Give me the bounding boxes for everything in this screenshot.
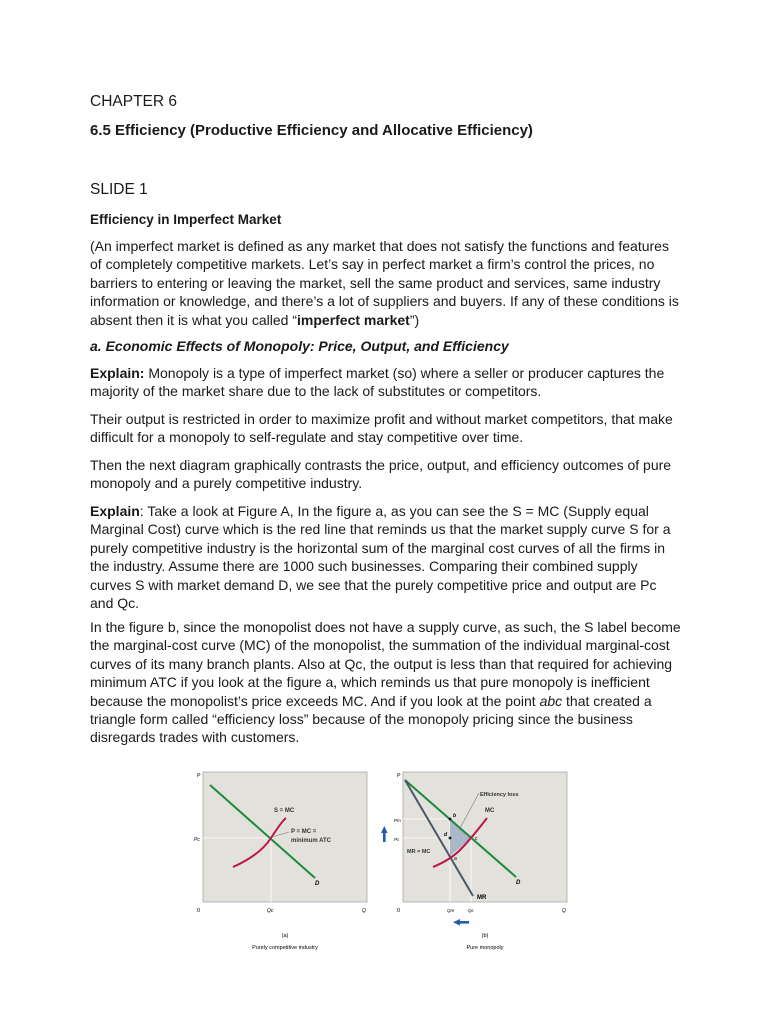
axis-label-q: Q	[362, 908, 366, 914]
label-point-c: c	[475, 836, 478, 842]
label-mr-mc: MR = MC	[407, 849, 431, 855]
label-mc: MC	[485, 808, 495, 814]
label-d: D	[315, 881, 320, 887]
intro-paragraph	[90, 237, 682, 329]
paragraph-text: In the figure b, since the monopolist does not have a supply curve, as such, the S label become the marginal-cost curve (MC) of the monopolist, the summation of the individual marginal-cost curves of its many branch plants. Also at Qc, the output is less than that required for achieving minimum ATC if you look at the figure a, which reminds us that pure monopoly is inefficient because the monopolist’s price exceeds MC. And if you look at the point	[90, 619, 681, 709]
paragraph-3: Then the next diagram graphically contrasts the price, output, and efficiency outcomes of pure monopoly and a purely competitive industry.	[90, 457, 672, 492]
label-origin: 0	[197, 908, 201, 914]
label-point-a: a	[454, 856, 457, 862]
intro-end: ”)	[409, 311, 420, 328]
panel-a-background	[203, 772, 367, 902]
monopoly-efficiency-figure	[185, 760, 585, 960]
panel-b	[381, 772, 567, 951]
paragraph-text: : Take a look at Figure A, In the figure a, as you can see the S = MC (Supply equal Marginal Cost) curve which is the red line that reminds us that the market supply curve S for a purely competitive industry is the horizontal sum of the marginal cost curves of all the firms in the industry. Assume there are 1000 such businesses. Comparing their combined supply curves S with market demand D, we see that the purely competitive price and output are Pc and Qc.	[90, 503, 671, 612]
label-efficiency-loss: Efficiency loss	[480, 792, 519, 798]
label-point-d: d	[444, 832, 448, 838]
label-qc-b: Qc	[468, 908, 474, 913]
paragraph-5	[90, 618, 682, 747]
label-p-mc: P = MC =	[291, 829, 317, 835]
label-pm: Pm	[394, 818, 401, 823]
label-pc-b: Pc	[394, 837, 400, 842]
label-min-atc: minimum ATC	[291, 838, 331, 844]
label-origin-b: 0	[397, 908, 401, 914]
label-pc: Pc	[194, 837, 200, 843]
axis-label-p: P	[197, 773, 201, 779]
axis-label-q-b: Q	[562, 908, 566, 914]
italic-abc: abc	[539, 692, 563, 709]
section-a-heading: a. Economic Effects of Monopoly: Price, Output, and Efficiency	[90, 338, 509, 354]
paragraph-text: Monopoly is a type of imperfect market (so) where a seller or producer captures the majority of the market share due to the lack of substitutes or competitors.	[90, 365, 665, 400]
intro-text: (An imperfect market is defined as any market that does not satisfy the functions and features of completely competitive markets. Let’s say in perfect market a firm’s control the prices, no barriers to entering or leaving the market, sell the same product and services, same industry information or knowledge, and there’s a lot of suppliers and buyers. If any of these conditions is absent then it is what you called “	[90, 238, 679, 328]
axis-label-p-b: P	[397, 773, 401, 779]
paragraph-4	[90, 502, 682, 612]
label-d-b: D	[516, 880, 521, 886]
label-mr: MR	[477, 895, 487, 901]
section-title: 6.5 Efficiency (Productive Efficiency and Allocative Efficiency)	[90, 122, 533, 139]
label-qc: Qc	[267, 908, 274, 914]
intro-bold: imperfect market	[297, 311, 410, 328]
point-d	[449, 837, 452, 840]
label-point-b: b	[453, 813, 457, 819]
panel-a-tag: (a)	[281, 933, 289, 939]
paragraph-text-end: that created a triangle form called “efficiency loss” because of the monopoly pricing since the business disregards trades with customers.	[90, 692, 652, 746]
output-left-arrow-icon	[453, 919, 469, 926]
slide-label: SLIDE 1	[90, 181, 148, 198]
chapter-label: CHAPTER 6	[90, 93, 177, 110]
price-up-arrow-icon	[381, 826, 388, 842]
panel-b-tag: (b)	[481, 933, 489, 939]
explain-label: Explain:	[90, 365, 145, 381]
paragraph-2: Their output is restricted in order to maximize profit and without market competitors, that make difficult for a monopoly to self-regulate and stay competitive over time.	[90, 411, 673, 446]
explain-label: Explain	[90, 503, 140, 519]
panel-a	[194, 772, 367, 951]
point-b	[449, 818, 452, 821]
subheading: Efficiency in Imperfect Market	[90, 212, 282, 227]
panel-b-caption: Pure monopoly	[466, 945, 504, 951]
paragraph-1	[90, 364, 682, 401]
label-s-mc: S = MC	[274, 808, 295, 814]
label-qm: Qm	[447, 908, 455, 913]
panel-a-caption: Purely competitive industry	[252, 945, 318, 951]
